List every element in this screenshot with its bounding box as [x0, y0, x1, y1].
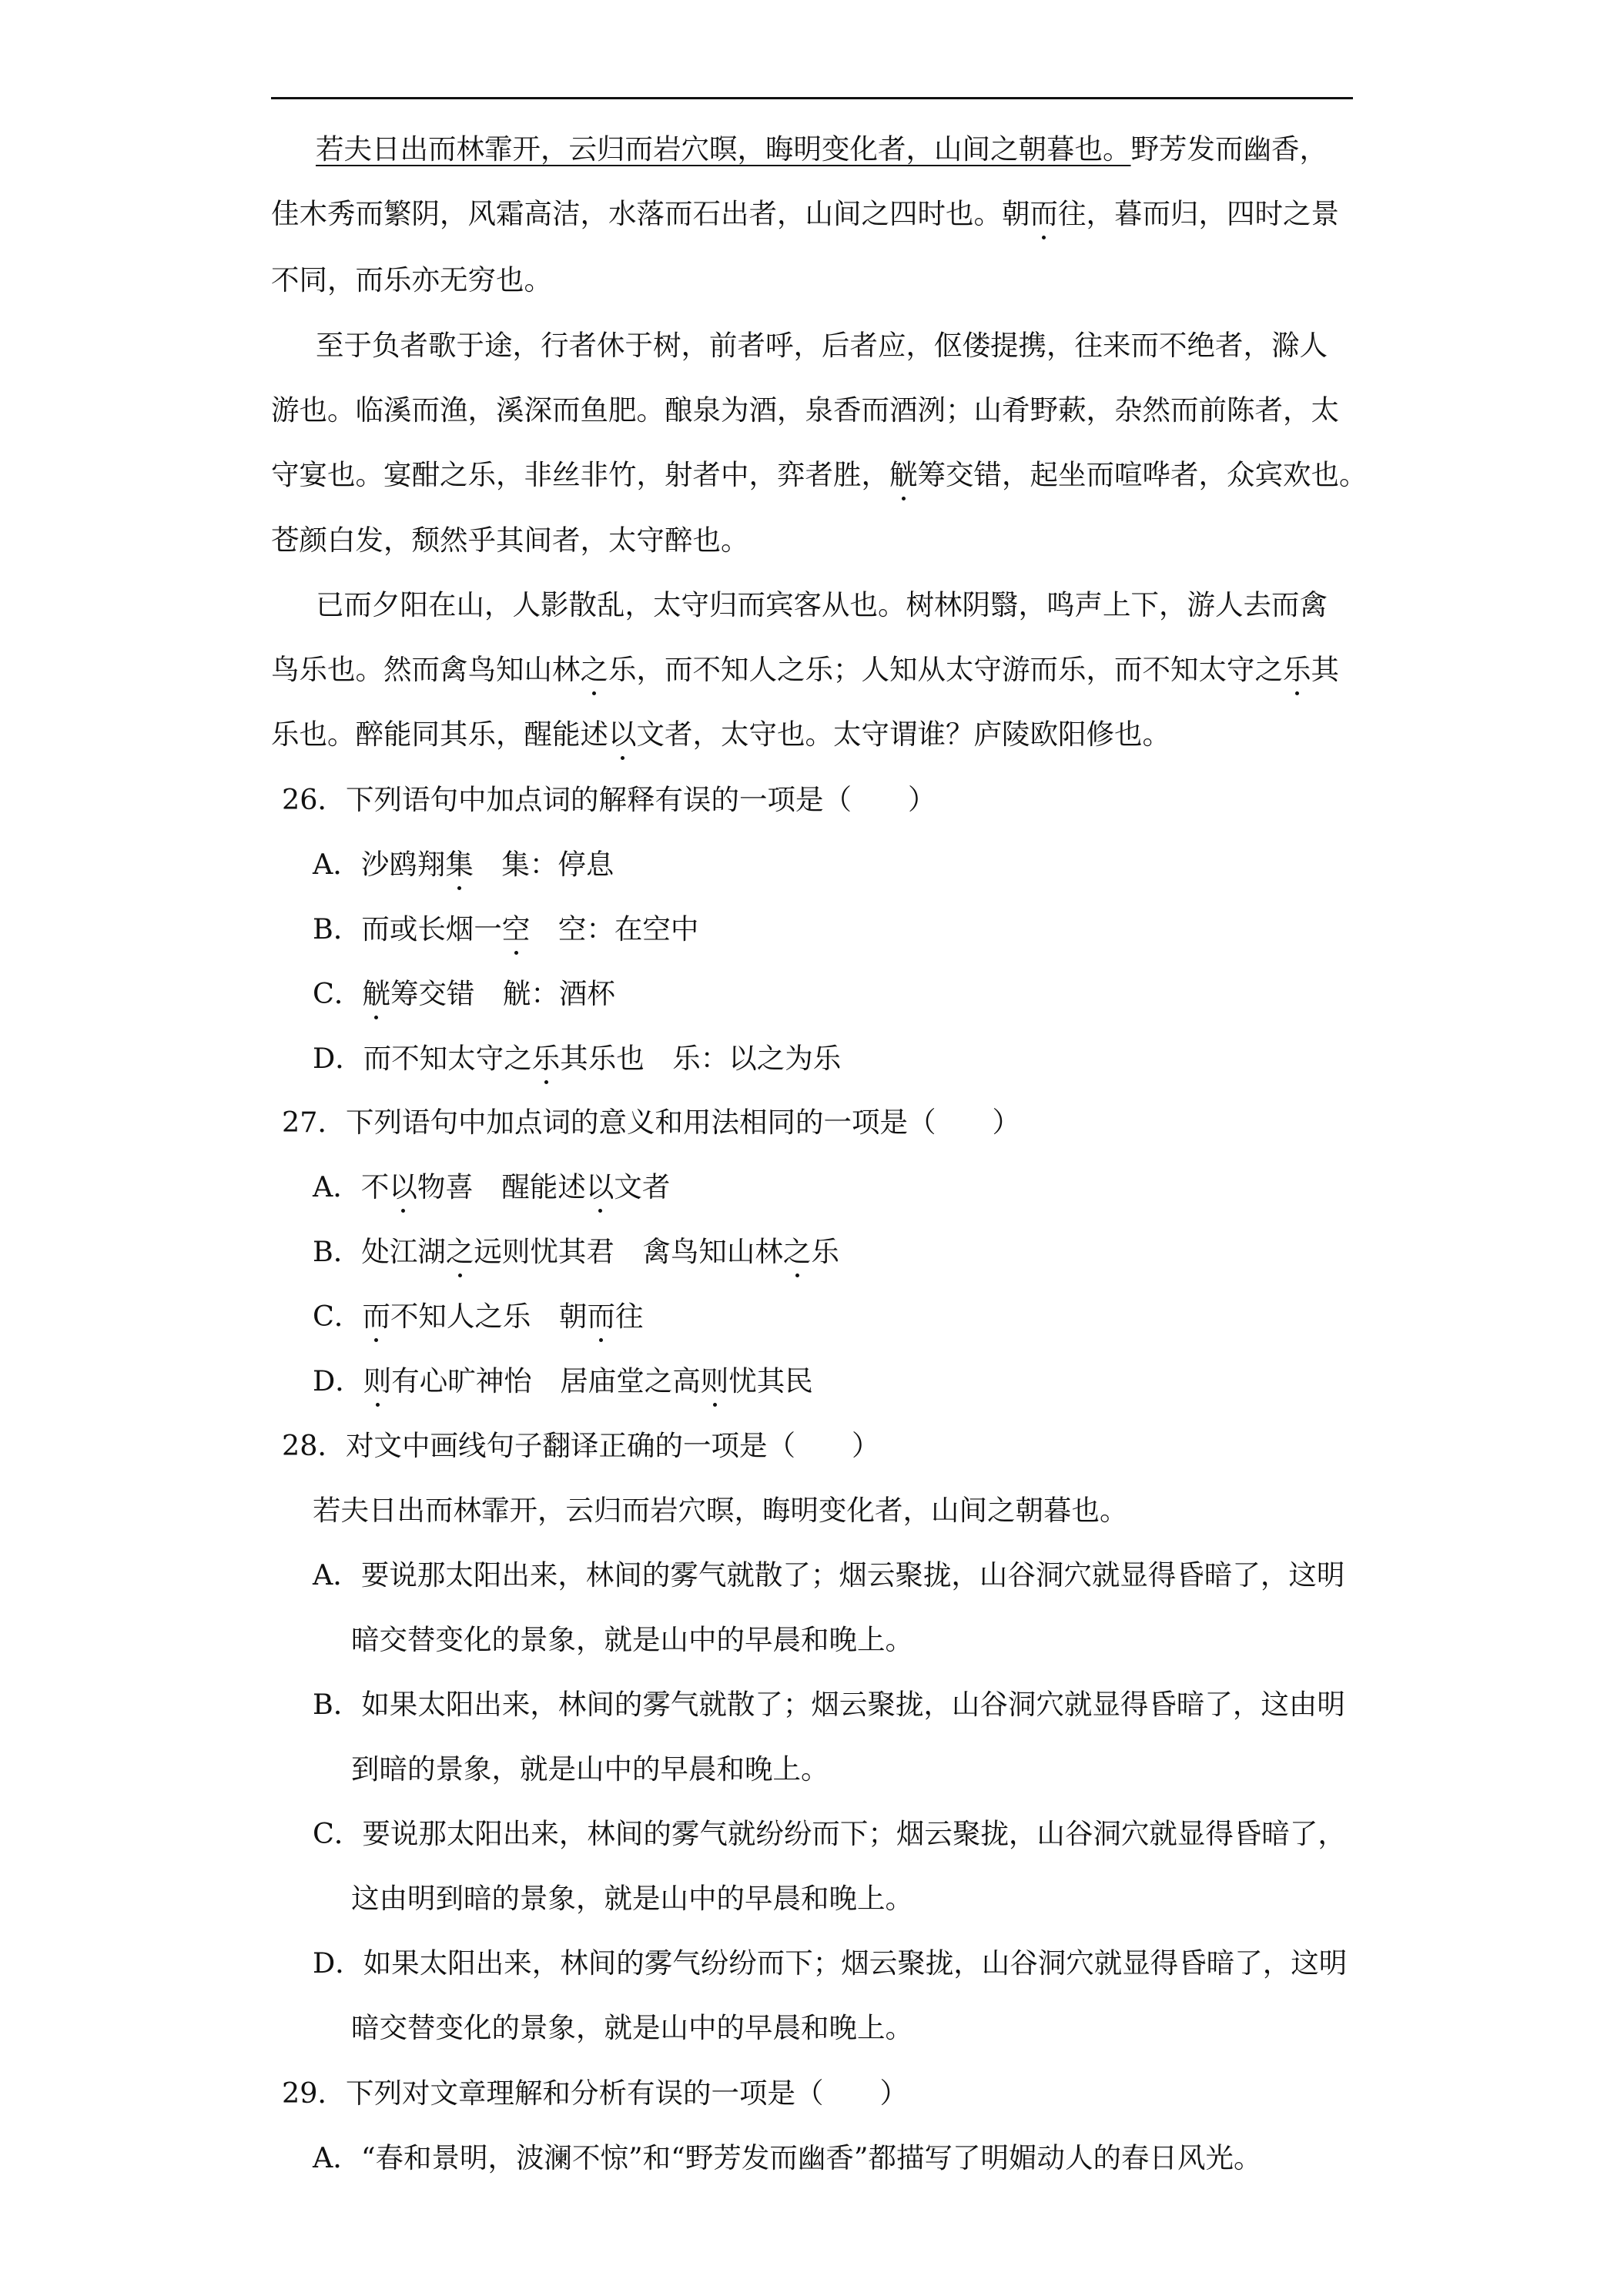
- dotted-word: 觥: [889, 458, 918, 491]
- dotted-word: 以: [585, 1170, 614, 1203]
- dotted-word: 之: [445, 1235, 474, 1268]
- passage-p1-line2: 佳木秀而繁阴，风霜高洁，水落而石出者，山间之四时也。朝而往，暮而归，四时之景: [271, 197, 1339, 230]
- q28-option-a: A．要说那太阳出来，林间的雾气就散了；烟云聚拢，山谷洞穴就显得昏暗了，这明: [313, 1558, 1345, 1591]
- q29-stem: 29．下列对文章理解和分析有误的一项是（ ）: [282, 2077, 908, 2110]
- q28-option-d: D．如果太阳出来，林间的雾气纷纷而下；烟云聚拢，山谷洞穴就显得昏暗了，这明: [313, 1946, 1348, 1980]
- q27-option-d: D．则有心旷神怡 居庙堂之高则忧其民: [313, 1364, 813, 1397]
- passage-p1-line1: 若夫日出而林霏开，云归而岩穴暝，晦明变化者，山间之朝暮也。野芳发而幽香，: [316, 132, 1328, 166]
- dotted-word: 则: [363, 1364, 392, 1397]
- q26-option-d: D．而不知太守之乐其乐也 乐：以之为乐: [313, 1042, 842, 1075]
- dotted-word: 之: [782, 1235, 812, 1268]
- dotted-word: 以: [389, 1170, 417, 1203]
- dotted-word: 空: [501, 912, 531, 946]
- dotted-word: 之: [580, 653, 608, 686]
- q26-option-a: A．沙鸥翔集 集：停息: [313, 848, 614, 881]
- q28-option-b-cont: 到暗的景象，就是山中的早晨和晚上。: [351, 1752, 829, 1786]
- q27-option-c: C．而不知人之乐 朝而往: [313, 1300, 644, 1333]
- passage-p3-line2: 鸟乐也。然而禽鸟知山林之乐，而不知人之乐；人知从太守游而乐，而不知太守之乐其: [271, 653, 1339, 686]
- q26-stem: 26．下列语句中加点词的解释有误的一项是（ ）: [282, 783, 936, 816]
- q28-stem: 28．对文中画线句子翻译正确的一项是（ ）: [282, 1429, 880, 1462]
- q28-option-a-cont: 暗交替变化的景象，就是山中的早晨和晚上。: [351, 1623, 913, 1656]
- dotted-word: 乐: [1283, 653, 1311, 686]
- passage-p3-line3: 乐也。醉能同其乐，醒能述以文者，太守也。太守谓谁？庐陵欧阳修也。: [271, 718, 1170, 751]
- passage-p1-line3: 不同，而乐亦无穷也。: [271, 263, 552, 296]
- q26-option-b: B．而或长烟一空 空：在空中: [313, 912, 699, 946]
- dotted-word: 乐: [531, 1042, 561, 1075]
- q27-option-a: A．不以物喜 醒能述以文者: [313, 1170, 671, 1203]
- q28-option-c: C．要说那太阳出来，林间的雾气就纷纷而下；烟云聚拢，山谷洞穴就显得昏暗了，: [313, 1817, 1346, 1850]
- q29-option-a: A．“春和景明，波澜不惊”和“野芳发而幽香”都描写了明媚动人的春日风光。: [313, 2141, 1262, 2174]
- q28-quote: 若夫日出而林霏开，云归而岩穴暝，晦明变化者，山间之朝暮也。: [313, 1494, 1128, 1527]
- dotted-word: 而: [1030, 197, 1058, 230]
- passage-p2-line1: 至于负者歌于途，行者休于树，前者呼，后者应，伛偻提携，往来而不绝者，滁人: [316, 329, 1328, 362]
- dotted-word: 而: [362, 1300, 390, 1333]
- q28-option-c-cont: 这由明到暗的景象，就是山中的早晨和晚上。: [351, 1882, 913, 1915]
- passage-p2-line4: 苍颜白发，颓然乎其间者，太守醉也。: [271, 524, 749, 557]
- dotted-word: 集: [445, 848, 474, 881]
- passage-p3-line1: 已而夕阳在山，人影散乱，太守归而宾客从也。树林阴翳，鸣声上下，游人去而禽: [316, 588, 1328, 621]
- q28-option-b: B．如果太阳出来，林间的雾气就散了；烟云聚拢，山谷洞穴就显得昏暗了，这由明: [313, 1688, 1345, 1721]
- dotted-word: 则: [700, 1364, 729, 1397]
- dotted-word: 以: [608, 718, 637, 751]
- passage-p2-line2: 游也。临溪而渔，溪深而鱼肥。酿泉为酒，泉香而酒洌；山肴野蔌，杂然而前陈者，太: [271, 393, 1339, 427]
- q26-option-c: C．觥筹交错 觥：酒杯: [313, 977, 615, 1010]
- dotted-word: 而: [587, 1300, 615, 1333]
- passage-p2-line3: 守宴也。宴酣之乐，非丝非竹，射者中，弈者胜，觥筹交错，起坐而喧哗者，众宾欢也。: [271, 458, 1368, 491]
- q27-stem: 27．下列语句中加点词的意义和用法相同的一项是（ ）: [282, 1106, 1020, 1139]
- underlined-sentence: 若夫日出而林霏开，云归而岩穴暝，晦明变化者，山间之朝暮也。: [316, 132, 1131, 166]
- dotted-word: 觥: [362, 977, 390, 1010]
- header-rule: [271, 97, 1353, 99]
- q27-option-b: B．处江湖之远则忧其君 禽鸟知山林之乐: [313, 1235, 839, 1268]
- q28-option-d-cont: 暗交替变化的景象，就是山中的早晨和晚上。: [351, 2011, 913, 2044]
